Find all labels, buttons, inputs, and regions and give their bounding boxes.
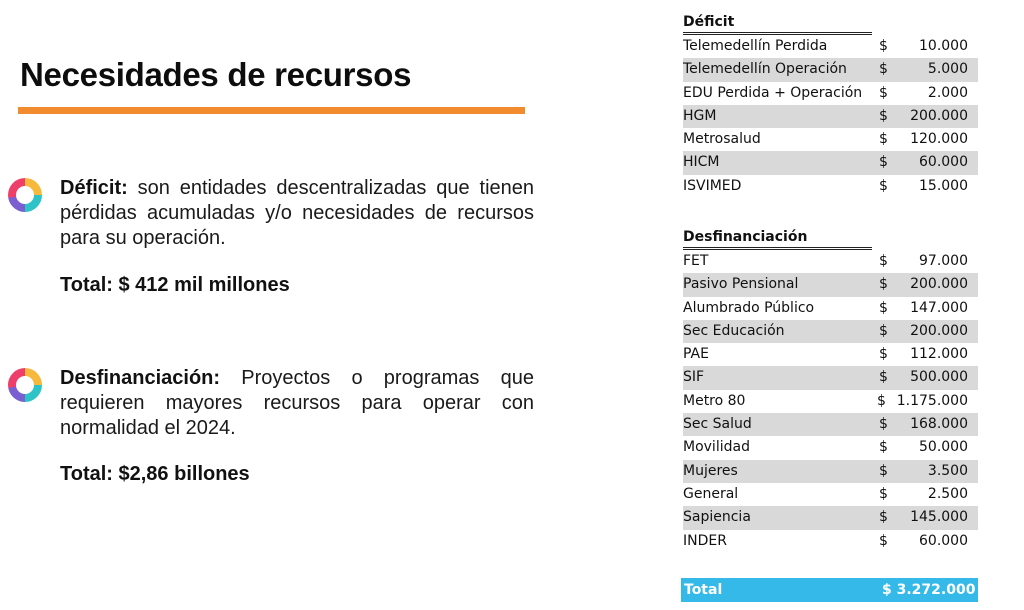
table-cell-amount: 60.000 xyxy=(919,532,968,549)
table-cell-label: Sec Salud xyxy=(683,416,752,433)
table-cell-currency: $ xyxy=(879,346,888,363)
table-row xyxy=(683,128,978,151)
table-cell-currency: $ xyxy=(879,322,888,339)
table-cell-amount: 120.000 xyxy=(910,131,968,148)
table-row xyxy=(683,390,978,413)
deficit-table-header: Déficit xyxy=(683,13,872,35)
table-cell-currency: $ xyxy=(879,177,888,194)
table-cell-amount: 112.000 xyxy=(910,346,968,363)
table-cell-amount: 97.000 xyxy=(919,253,968,269)
table-row xyxy=(683,250,978,273)
table-cell-currency: $ xyxy=(879,38,888,54)
table-cell-label: Sec Educación xyxy=(683,322,785,339)
table-cell-currency: $ xyxy=(879,416,888,433)
table-cell-amount: 200.000 xyxy=(910,322,968,339)
desfinanciacion-total: Total: $2,86 billones xyxy=(60,463,250,485)
deficit-table xyxy=(683,13,978,198)
table-cell-amount: 168.000 xyxy=(910,416,968,433)
table-cell-amount: 1.175.000 xyxy=(896,392,968,409)
table-cell-currency: $ xyxy=(879,253,888,269)
ring-bullet-icon xyxy=(8,368,42,402)
ring-bullet-icon xyxy=(8,178,42,212)
table-row xyxy=(683,320,978,343)
table-row xyxy=(683,58,978,81)
table-cell-label: Metro 80 xyxy=(683,392,746,409)
table-cell-currency: $ xyxy=(879,369,888,386)
table-row xyxy=(683,297,978,320)
table-cell-amount: 10.000 xyxy=(919,38,968,54)
table-row xyxy=(683,506,978,529)
table-cell-currency: $ xyxy=(879,276,888,293)
table-row xyxy=(683,483,978,506)
deficit-table-body xyxy=(683,35,978,198)
table-row xyxy=(683,175,978,198)
table-cell-currency: $ xyxy=(879,154,888,171)
grand-total-label: Total xyxy=(684,582,723,598)
table-cell-label: Sapiencia xyxy=(683,509,751,526)
desfinanciacion-description xyxy=(60,366,534,441)
desfinanciacion-table-body xyxy=(683,250,978,553)
table-cell-amount: 145.000 xyxy=(910,509,968,526)
table-cell-label: Movilidad xyxy=(683,439,750,456)
table-cell-amount: 200.000 xyxy=(910,276,968,293)
table-row xyxy=(683,460,978,483)
title-underline xyxy=(18,107,525,114)
desfinanciacion-heading: Desfinanciación: xyxy=(60,367,221,389)
table-cell-label: EDU Perdida + Operación xyxy=(683,84,863,101)
table-row xyxy=(683,35,978,58)
table-cell-amount: 2.000 xyxy=(927,84,968,101)
table-cell-currency: $ xyxy=(879,84,888,101)
table-cell-label: INDER xyxy=(683,532,727,549)
table-cell-currency: $ xyxy=(879,532,888,549)
deficit-heading: Déficit: xyxy=(60,177,128,199)
table-cell-currency: $ xyxy=(879,439,888,456)
table-cell-label: Mujeres xyxy=(683,462,738,479)
table-cell-amount: 500.000 xyxy=(910,369,968,386)
table-row xyxy=(683,273,978,296)
table-cell-currency: $ xyxy=(879,107,888,124)
table-cell-currency: $ xyxy=(879,131,888,148)
desfinanciacion-text: Proyectos o programas que requieren mayores recursos para operar con normalidad el 2024. xyxy=(60,367,534,439)
deficit-description xyxy=(60,176,534,251)
table-cell-currency: $ xyxy=(879,485,888,502)
table-cell-amount: 3.500 xyxy=(927,462,968,479)
desfinanciacion-table xyxy=(683,228,978,553)
table-cell-label: ISVIMED xyxy=(683,177,742,194)
table-cell-amount: 147.000 xyxy=(910,299,968,316)
table-cell-label: Alumbrado Público xyxy=(683,299,815,316)
table-cell-currency: $ xyxy=(879,299,888,316)
table-cell-label: Telemedellín Perdida xyxy=(683,38,828,54)
table-row xyxy=(683,151,978,174)
table-row xyxy=(683,436,978,459)
table-cell-amount: 60.000 xyxy=(919,154,968,171)
table-cell-label: FET xyxy=(683,253,709,269)
table-cell-label: SIF xyxy=(683,369,705,386)
table-row xyxy=(683,366,978,389)
table-cell-label: General xyxy=(683,485,739,502)
table-cell-label: PAE xyxy=(683,346,709,363)
table-cell-amount: 2.500 xyxy=(927,485,968,502)
table-cell-label: Telemedellín Operación xyxy=(683,61,847,78)
table-cell-currency: $ xyxy=(876,392,886,409)
table-row xyxy=(683,530,978,553)
table-cell-amount: 200.000 xyxy=(910,107,968,124)
table-row xyxy=(683,82,978,105)
grand-total-amount: $ 3.272.000 xyxy=(882,582,976,598)
table-cell-label: Metrosalud xyxy=(683,131,761,148)
table-cell-currency: $ xyxy=(879,462,888,479)
desfinanciacion-table-header: Desfinanciación xyxy=(683,228,872,250)
table-cell-amount: 50.000 xyxy=(919,439,968,456)
table-row xyxy=(683,105,978,128)
page-title: Necesidades de recursos xyxy=(20,56,412,93)
table-cell-amount: 15.000 xyxy=(919,177,968,194)
table-cell-label: HGM xyxy=(683,107,717,124)
deficit-text: son entidades descentralizadas que tienen pérdidas acumuladas y/o necesidades de recursos para su operación. xyxy=(60,177,534,249)
table-cell-label: Pasivo Pensional xyxy=(683,276,799,293)
deficit-total: Total: $ 412 mil millones xyxy=(60,274,290,296)
grand-total-row xyxy=(681,578,978,602)
table-cell-label: HICM xyxy=(683,154,720,171)
table-cell-currency: $ xyxy=(879,509,888,526)
table-cell-currency: $ xyxy=(879,61,888,78)
table-row xyxy=(683,343,978,366)
table-row xyxy=(683,413,978,436)
table-cell-amount: 5.000 xyxy=(927,61,968,78)
